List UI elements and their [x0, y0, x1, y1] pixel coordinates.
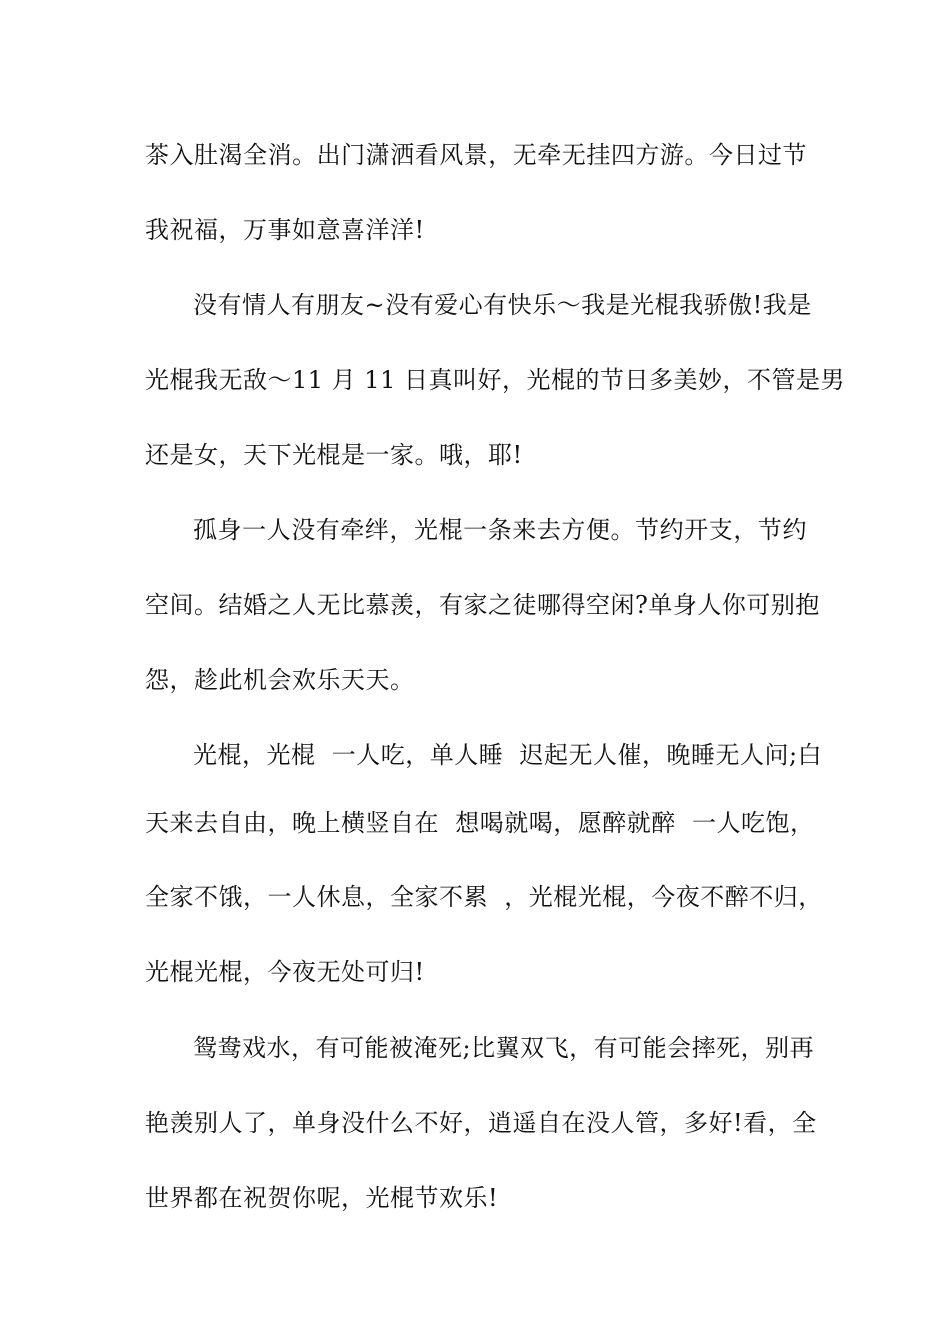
text-line: 光棍光棍，今夜无处可归! — [145, 958, 425, 986]
text-line: 光棍我无敌～11 月 11 日真叫好，光棍的节日多美妙，不管是男 — [145, 366, 845, 394]
text-line: 还是女，天下光棍是一家。哦，耶! — [145, 441, 523, 469]
text-line: 茶入肚渴全消。出门潇洒看风景，无牵无挂四方游。今日过节 — [145, 141, 807, 169]
text-line: 全家不饿，一人休息，全家不累 ，光棍光棍，今夜不醉不归， — [145, 883, 823, 911]
text-line: 世界都在祝贺你呢，光棍节欢乐! — [145, 1184, 499, 1212]
text-line: 我祝福，万事如意喜洋洋! — [145, 216, 425, 244]
paragraph-first-line: 光棍，光棍 一人吃，单人睡 迟起无人催，晚睡无人问;白 — [193, 741, 823, 769]
text-line: 艳羡别人了，单身没什么不好，逍遥自在没人管，多好!看，全 — [145, 1109, 817, 1137]
paragraph-first-line: 没有情人有朋友~没有爱心有快乐～我是光棍我骄傲!我是 — [193, 291, 812, 319]
paragraph-first-line: 鸳鸯戏水，有可能被淹死;比翼双飞，有可能会摔死，别再 — [193, 1034, 815, 1062]
paragraph-first-line: 孤身一人没有牵绊，光棍一条来去方便。节约开支，节约 — [193, 516, 807, 544]
text-line: 天来去自由，晚上横竖自在 想喝就喝，愿醉就醉 一人吃饱， — [145, 809, 815, 837]
text-line: 空间。结婚之人无比慕羡，有家之徒哪得空闲?单身人你可别抱 — [145, 591, 820, 619]
text-line: 怨，趁此机会欢乐天天。 — [145, 666, 415, 694]
